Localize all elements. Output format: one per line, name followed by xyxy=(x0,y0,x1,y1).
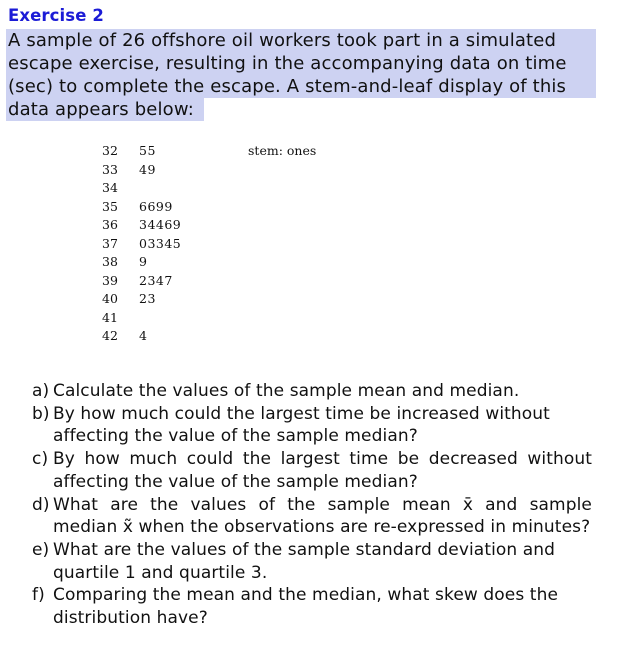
leaf-values: 34469 xyxy=(139,217,182,232)
question-label: a) xyxy=(32,381,50,401)
question-text: Comparing the mean and the median, what skew does the distribution have? xyxy=(53,585,558,629)
stem-value: 39 xyxy=(102,272,118,288)
question-label: b) xyxy=(32,403,50,424)
leaf-values: 6699 xyxy=(139,198,173,214)
question-item xyxy=(32,448,592,493)
stem-value: 32 xyxy=(102,143,118,158)
question-label: f) xyxy=(32,585,45,606)
stem-row xyxy=(102,216,181,235)
intro-line: A sample of 26 offshore oil workers took part in a simulated xyxy=(6,29,596,52)
question-item xyxy=(32,380,592,403)
stem-value: 38 xyxy=(102,254,118,269)
leaf-values: 49 xyxy=(139,161,156,177)
stem-value: 42 xyxy=(102,328,118,343)
exercise-title: Exercise 2 xyxy=(8,6,104,25)
stem-row xyxy=(102,198,181,217)
leaf-values: 4 xyxy=(139,328,148,343)
leaf-values: 23 xyxy=(139,291,156,306)
stem-row xyxy=(102,179,181,198)
question-item xyxy=(32,584,592,629)
question-list xyxy=(32,380,592,630)
question-text: What are the values of the sample mean x̄ and sample median x̃ when the observations are re-expressed in minutes? xyxy=(53,494,592,538)
question-label: c) xyxy=(32,449,49,470)
question-item xyxy=(32,539,592,584)
leaf-values: 03345 xyxy=(139,235,182,251)
stem-and-leaf-display xyxy=(102,142,181,346)
stem-unit-note: stem: ones xyxy=(248,143,317,158)
stem-row xyxy=(102,327,181,346)
question-text: What are the values of the sample standard deviation and quartile 1 and quartile 3. xyxy=(53,539,556,583)
stem-row xyxy=(102,290,181,309)
intro-paragraph xyxy=(6,29,596,121)
question-text: By how much could the largest time be increased without affecting the value of the sample median? xyxy=(53,403,550,447)
stem-row xyxy=(102,309,181,328)
stem-value: 33 xyxy=(102,161,118,177)
leaf-values: 55 xyxy=(139,143,156,158)
intro-line: data appears below: xyxy=(6,98,204,121)
question-label: e) xyxy=(32,539,50,560)
stem-row xyxy=(102,142,181,161)
stem-row xyxy=(102,253,181,272)
intro-line: escape exercise, resulting in the accompanying data on time xyxy=(6,52,596,75)
leaf-values: 9 xyxy=(139,254,148,269)
question-item xyxy=(32,494,592,539)
stem-row xyxy=(102,272,181,291)
question-text: By how much could the largest time be decreased without affecting the value of the sample median? xyxy=(53,449,592,492)
question-label: d) xyxy=(32,494,50,515)
stem-value: 35 xyxy=(102,198,118,214)
stem-row xyxy=(102,161,181,180)
stem-value: 37 xyxy=(102,235,118,251)
stem-value: 36 xyxy=(102,217,118,232)
stem-row xyxy=(102,235,181,254)
question-item xyxy=(32,403,592,448)
question-text: Calculate the values of the sample mean and median. xyxy=(53,381,520,401)
intro-line: (sec) to complete the escape. A stem-and-leaf display of this xyxy=(6,75,596,98)
stem-value: 34 xyxy=(102,180,118,195)
leaf-values: 2347 xyxy=(139,272,173,288)
stem-value: 40 xyxy=(102,291,118,306)
stem-value: 41 xyxy=(102,309,118,325)
